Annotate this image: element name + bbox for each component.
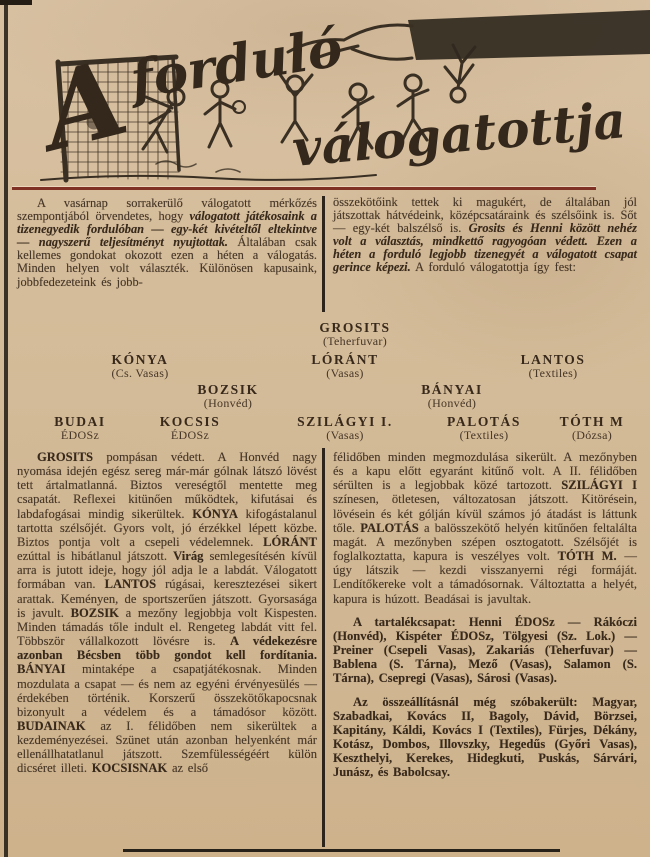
match-report-right-paragraph: félidőben minden megmozdulása sikerült. A mezőnyben és a kapu előtt egyaránt kitűnő volt. A II. félidőben sérülten is a legjobbak közé tartozott. SZILÁGYI I színesen, ötletesen, változatosan játszott. Kitörésein, lövésein és két gólján kívül számos jó átadást is láttunk tőle. PALOTÁS a balösszekötő helyén kitűnően feltalálta magát. A mezőnyben szépen osztogatott. Szélsőjét is foglalkoztatta, kapura is veszélyes volt. TÓTH M. — úgy látszik — kezdi visszanyerni régi formáját. Lendítőkereke volt a támadósornak. Változtatta a helyét, kapura is húzott. Beadásai is javultak. — [333, 450, 637, 606]
player-cell-palotas — [447, 414, 521, 442]
player-cell-grosits — [319, 320, 390, 348]
player-cell-banyai — [421, 382, 483, 410]
player-name: KOCSIS — [159, 414, 221, 429]
header-illustration — [6, 2, 650, 188]
column-divider-top — [322, 196, 325, 312]
reserves-paragraph: A tartalékcsapat: Henni ÉDOSz — Rákóczi (Honvéd), Kispéter ÉDOSz, Tölgyesi (Sz. Lok.) — Preiner (Csepeli Vasas), Zakariás (Teherfuvar) — Bablena (S. Tárna), Mező (Vasas), Salamon (S. Tárna), Csepregi (Vasas), Sárosi (Vasas). — [333, 614, 637, 686]
match-report-left-paragraph: GROSITS pompásan védett. A Honvéd nagy nyomása idején egész sereg már-már gólnak látszó lövést tett ártalmatlanná. Biztos vereségtől mentette meg csapatát. Reflexei kitünően működtek, kifutásai és labdafogásai mindig sikerültek. KÓNYA kifogástalanul tartotta szélsőjét. Gyors volt, jó érzékkel lépett közbe. Biztos pontja volt a csepeli védelemnek. LÓRÁNT ezúttal is hibátlanul játszott. Virág semlegesítésén kívül arra is jutott ideje, hogy jól adja le a labdát. Válogatott formában van. LANTOS rúgásai, keresztezései sikert arattak. Keményen, de sportszerűen játszott. Gyorsasága is javult. BOZSIK a mezőny legjobbja volt Kispesten. Minden támadás tőle indult el. Rengeteg labdát vitt fel. Többször vállalkozott lövésre is. A védekezésre azonban Bécsben több gondot kell fordítania. BÁNYAI mintaképe a csapatjátékosnak. Minden mozdulata a csapat — és nem az egyéni érvényesülés — érdekében történik. Korszerű összekötőkapocsnak bizonyult a védelem és a támadósor között. BUDAINAK az I. félidőben nem sikerültek a kezdeményezései. Szünet után azonban helyenként már ellenállhatatlanul játszott. Szemfülességéért külön dicséret illeti. KOCSISNAK az első — [17, 450, 318, 776]
player-club: (Honvéd) — [427, 396, 477, 410]
body-left-column — [17, 450, 317, 776]
player-club: ÉDOSz — [60, 428, 100, 442]
player-club: (Dózsa) — [571, 428, 613, 442]
player-name: BUDAI — [54, 414, 106, 429]
candidates-paragraph: Az összeállításnál még szóbakerült: Magyar, Szabadkai, Kovács II, Bagoly, Dávid, Börzsei, Kapitány, Káldi, Kovács I (Textiles), Fürjes, Dékány, Kotász, Dombos, Illovszky, Hegedűs (Győri Vasas), Keszthelyi, Kerekes, Hidegkuti, Puskás, Sárvári, Junász, és Babolcsay. — [333, 694, 637, 780]
intro-right-paragraph: összekötőink tettek ki magukért, de általában jól játszottak hátvédeink, középcsatáraink és szélsőink is. Sőt — egy-két balszélső is. Grosits és Henni között nehéz volt a választás, mindkettő ragyogóan védett. Ezen a héten a forduló legjobb tizenegyét a válogatott csapat gerince képezi. A forduló válogatottja így fest: — [333, 195, 637, 275]
player-name: LANTOS — [520, 352, 586, 367]
player-name: LÓRÁNT — [311, 352, 379, 367]
title-word-fordulo: forduló — [126, 17, 347, 111]
player-name: PALOTÁS — [447, 414, 521, 429]
column-divider-bottom — [322, 448, 325, 847]
player-club: (Vasas) — [326, 428, 364, 442]
player-cell-toth — [560, 414, 625, 442]
player-cell-bozsik — [197, 382, 258, 410]
intro-left-column — [17, 197, 317, 289]
player-name: SZILÁGYI I. — [297, 414, 393, 429]
player-name: GROSITS — [319, 320, 391, 335]
player-cell-szilagyi — [297, 414, 393, 442]
player-cell-kocsis — [160, 414, 221, 442]
red-divider-rule — [12, 187, 596, 190]
player-cell-budai — [54, 414, 106, 442]
lineup-section — [0, 318, 650, 448]
player-cell-lantos — [521, 352, 586, 380]
player-club: ÉDOSz — [170, 428, 210, 442]
body-right-column — [333, 450, 637, 779]
player-name: BÁNYAI — [421, 382, 483, 397]
bottom-rule — [123, 849, 560, 852]
player-cell-konya — [111, 352, 168, 380]
player-club: (Textiles) — [528, 366, 578, 380]
title-word-valogatottja: válogatottja — [289, 90, 629, 178]
player-club: (Cs. Vasas) — [111, 366, 169, 380]
intro-right-column — [333, 196, 637, 275]
player-name: BOZSIK — [197, 382, 259, 397]
player-name: KÓNYA — [111, 352, 169, 367]
player-club: (Textiles) — [459, 428, 509, 442]
player-name: TÓTH M — [559, 414, 625, 429]
player-cell-lorant — [311, 352, 378, 380]
title-letter-a: A — [30, 35, 139, 175]
player-club: (Honvéd) — [203, 396, 253, 410]
intro-left-paragraph: A vasárnap sorrakerülő válogatott mérkőzés szempontjából örvendetes, hogy válogatott játékosaink a tizenegyedik fordulóban — egy-két kivételtől eltekintve — nagyszerű teljesítményt nyujtottak. Általában csak kellemes gondokat okozott ezen a héten a válogatás. Minden helyen volt választék. Különösen kapusaink, jobbfedezeteink és jobb- — [17, 196, 317, 289]
player-club: (Teherfuvar) — [322, 334, 388, 348]
player-club: (Vasas) — [326, 366, 364, 380]
